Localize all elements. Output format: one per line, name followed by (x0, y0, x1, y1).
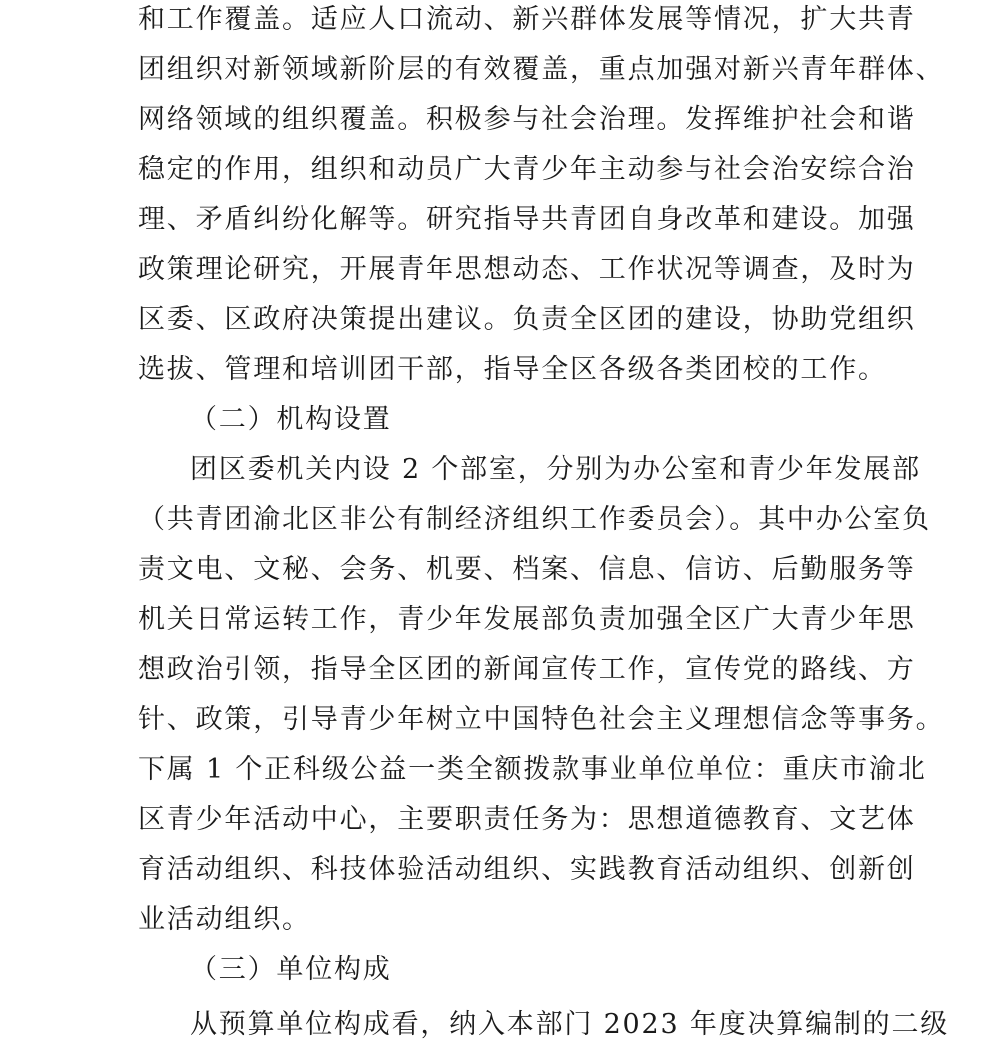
body-line-14: 想政治引领，指导全区团的新闻宣传工作，宣传党的路线、方 (138, 654, 916, 685)
body-line-11: （共青团渝北区非公有制经济组织工作委员会）。其中办公室负 (138, 504, 931, 535)
body-line-4: 稳定的作用，组织和动员广大青少年主动参与社会治安综合治 (138, 154, 916, 185)
body-line-12: 责文电、文秘、会务、机要、档案、信息、信访、后勤服务等 (138, 554, 916, 585)
body-line-15: 针、政策，引导青少年树立中国特色社会主义理想信念等事务。 (138, 704, 945, 735)
body-line-10: 团区委机关内设 2 个部室，分别为办公室和青少年发展部 (190, 454, 921, 485)
section-heading-2: （二）机构设置 (190, 404, 392, 435)
body-line-17: 区青少年活动中心，主要职责任务为：思想道德教育、文艺体 (138, 804, 916, 835)
body-line-1: 和工作覆盖。适应人口流动、新兴群体发展等情况，扩大共青 (138, 4, 916, 35)
body-line-5: 理、矛盾纠纷化解等。研究指导共青团自身改革和建设。加强 (138, 204, 916, 235)
body-line-16: 下属 1 个正科级公益一类全额拨款事业单位单位：重庆市渝北 (138, 754, 927, 785)
body-line-13: 机关日常运转工作，青少年发展部负责加强全区广大青少年思 (138, 604, 916, 635)
body-line-8: 选拔、管理和培训团干部，指导全区各级各类团校的工作。 (138, 354, 887, 385)
body-line-3: 网络领域的组织覆盖。积极参与社会治理。发挥维护社会和谐 (138, 104, 916, 135)
body-line-6: 政策理论研究，开展青年思想动态、工作状况等调查，及时为 (138, 254, 916, 285)
body-line-7: 区委、区政府决策提出建议。负责全区团的建设，协助党组织 (138, 304, 916, 335)
body-line-19: 业活动组织。 (138, 904, 311, 935)
body-line-2: 团组织对新领域新阶层的有效覆盖，重点加强对新兴青年群体、 (138, 54, 945, 85)
section-heading-3: （三）单位构成 (190, 954, 392, 985)
body-line-18: 育活动组织、科技体验活动组织、实践教育活动组织、创新创 (138, 854, 916, 885)
body-line-21: 从预算单位构成看，纳入本部门 2023 年度决算编制的二级 (190, 1009, 950, 1040)
